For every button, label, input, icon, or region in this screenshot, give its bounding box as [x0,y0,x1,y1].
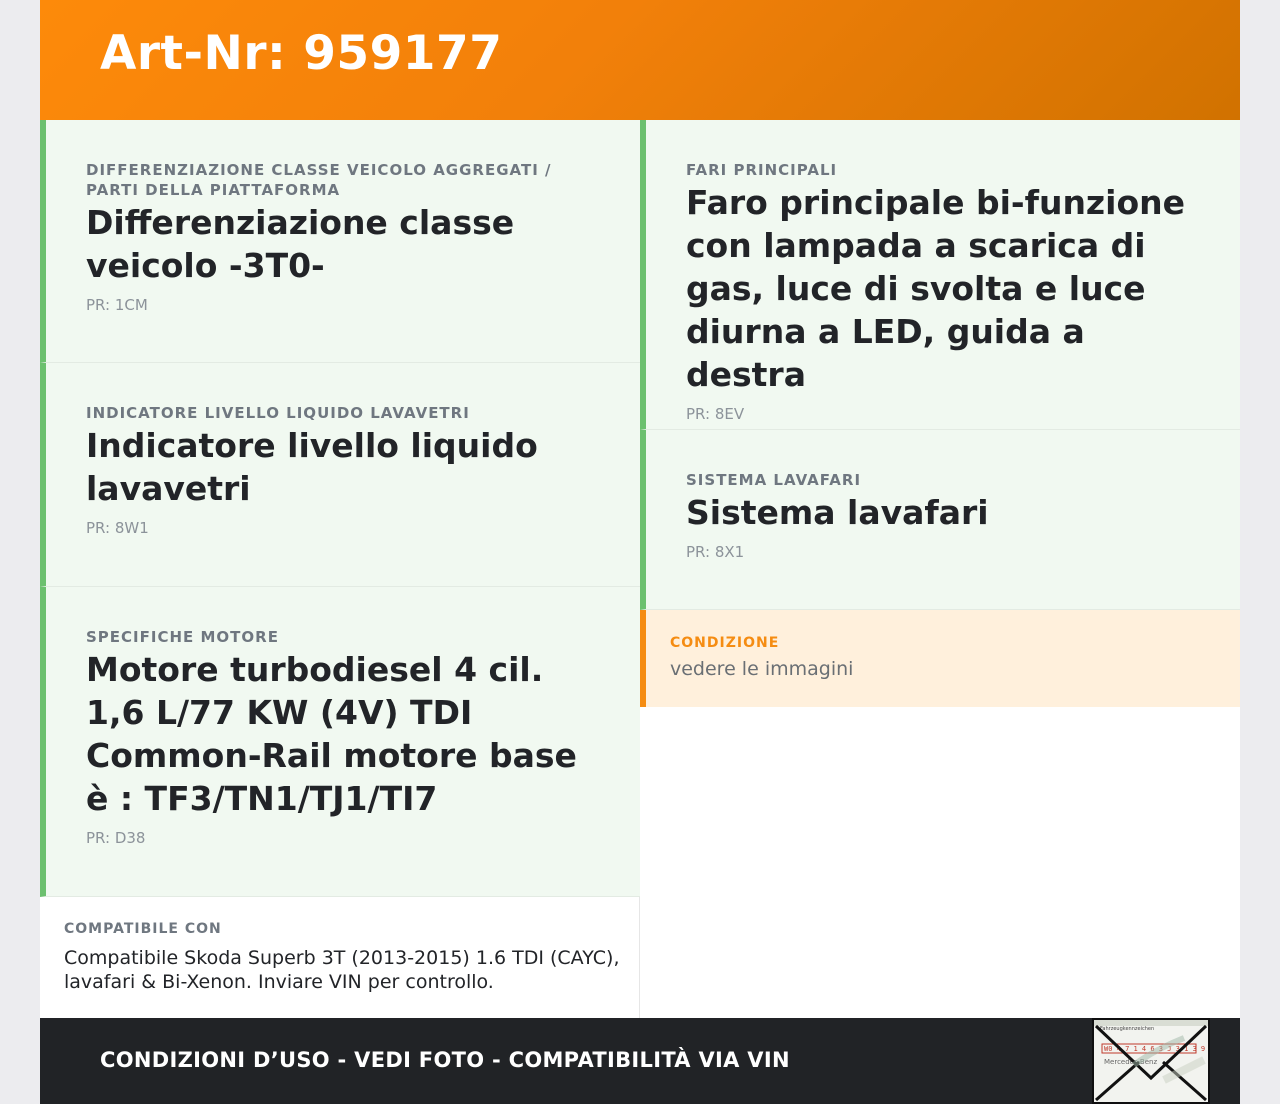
compatibility-value: Compatibile Skoda Superb 3T (2013-2015) 1.6 TDI (CAYC), lavafari & Bi-Xenon. Inviare VIN per controllo. [64,947,620,993]
condition-box [640,610,1240,707]
card-category: SPECIFICHE MOTORE [86,628,279,646]
card-pr-code: PR: 8EV [686,405,745,423]
card-title: Indicatore livello liquido lavavetri [86,426,538,508]
card-pr-code: PR: 8X1 [686,543,745,561]
condition-value: vedere le immagini [670,658,854,680]
card-category: INDICATORE LIVELLO LIQUIDO LAVAVETRI [86,404,470,422]
feature-card-headlight-washer [640,430,1240,610]
card-pr-code: PR: D38 [86,829,146,847]
card-title: Differenziazione classe veicolo -3T0- [86,203,515,285]
card-title: Motore turbodiesel 4 cil. 1,6 L/77 KW (4V) TDI Common-Rail motore base è : TF3/TN1/TJ1/TI7 [86,650,577,818]
feature-card-headlights [640,120,1240,430]
feature-card-washer-fluid [40,363,640,587]
empty-area [640,707,1240,1018]
compatibility-box [40,897,640,1018]
card-category: SISTEMA LAVAFARI [686,471,862,489]
envelope-icon [1094,1020,1208,1102]
envelope-photo-thumbnail[interactable] [1092,1018,1210,1104]
svg-text:Fahrzeugkennzeichen: Fahrzeugkennzeichen [1100,1026,1155,1032]
card-pr-code: PR: 1CM [86,296,148,314]
thumbnail-caption: Mercedes-Benz [1104,1058,1158,1066]
card-title: Sistema lavafari [686,493,989,532]
feature-card-engine [40,587,640,897]
footer-text: CONDIZIONI D’USO - VEDI FOTO - COMPATIBILITÀ VIA VIN [100,1048,790,1072]
feature-card-vehicle-class [40,120,640,363]
card-category: DIFFERENZIAZIONE CLASSE VEICOLO AGGREGATI / PARTI DELLA PIATTAFORMA [86,161,552,199]
compatibility-label: COMPATIBILE CON [64,921,222,937]
card-pr-code: PR: 8W1 [86,519,149,537]
card-title: Faro principale bi-funzione con lampada a scarica di gas, luce di svolta e luce diurna a LED, guida a destra [686,183,1185,394]
svg-text:W0 4 7 1 4 6 3 J 3 1 3 9: W0 4 7 1 4 6 3 J 3 1 3 9 [1104,1045,1206,1053]
product-sheet [40,0,1240,1104]
article-number-title: Art-Nr: 959177 [100,26,503,81]
condition-label: CONDIZIONE [670,635,780,651]
card-category: FARI PRINCIPALI [686,161,838,179]
header-banner [40,0,1240,120]
footer-bar [40,1018,1240,1104]
